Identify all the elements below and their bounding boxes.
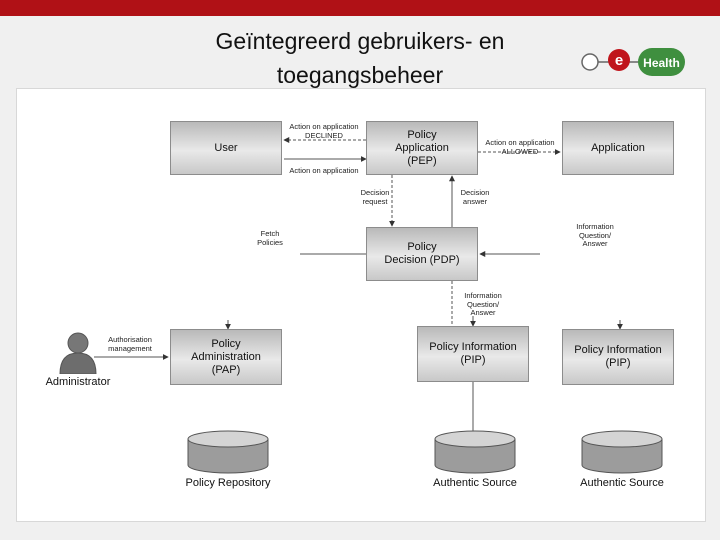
label-action-on-application: Action on application	[289, 166, 359, 175]
pip-center-box-label: Policy Information (PIP)	[429, 341, 517, 366]
slide-title	[150, 24, 570, 92]
pdp-box	[366, 227, 478, 281]
label-info-qa-right: Information Question/ Answer	[576, 222, 614, 248]
logo-text: Health	[643, 56, 680, 70]
application-box	[562, 121, 674, 175]
label-decision-request: Decision request	[360, 188, 390, 206]
label-action-allowed: Action on application ALLOWED	[485, 138, 555, 156]
database-icon-policy-repository	[186, 430, 270, 474]
title-line-1: Geïntegreerd gebruikers- en	[215, 28, 505, 54]
database-icon-authentic-source-center	[433, 430, 517, 474]
ehealth-logo	[578, 46, 686, 78]
label-fetch-policies: Fetch Policies	[257, 229, 283, 247]
pep-box-label: Policy Application (PEP)	[395, 128, 449, 167]
pap-box-label: Policy Administration (PAP)	[191, 337, 261, 376]
user-box	[170, 121, 282, 175]
label-action-declined: Action on application DECLINED	[289, 122, 359, 140]
pip-right-box	[562, 329, 674, 385]
person-icon	[56, 330, 100, 374]
pip-center-box	[417, 326, 529, 382]
label-authorisation-management: Authorisation management	[108, 335, 152, 353]
administrator-label: Administrator	[45, 376, 111, 388]
pap-box	[170, 329, 282, 385]
logo-letter: e	[614, 52, 624, 69]
user-box-label: User	[214, 141, 238, 154]
pdp-box-label: Policy Decision (PDP)	[384, 241, 460, 266]
pep-box	[366, 121, 478, 175]
application-box-label: Application	[591, 141, 645, 154]
label-decision-answer: Decision answer	[460, 188, 490, 206]
authentic-source-center-label: Authentic Source	[433, 477, 517, 489]
title-line-2: toegangsbeheer	[276, 62, 444, 88]
database-icon-authentic-source-right	[580, 430, 664, 474]
label-info-qa-center: Information Question/ Answer	[464, 291, 502, 317]
pip-right-box-label: Policy Information (PIP)	[574, 344, 662, 369]
top-bar	[0, 0, 720, 16]
authentic-source-right-label: Authentic Source	[580, 477, 664, 489]
policy-repository-label: Policy Repository	[185, 477, 271, 489]
